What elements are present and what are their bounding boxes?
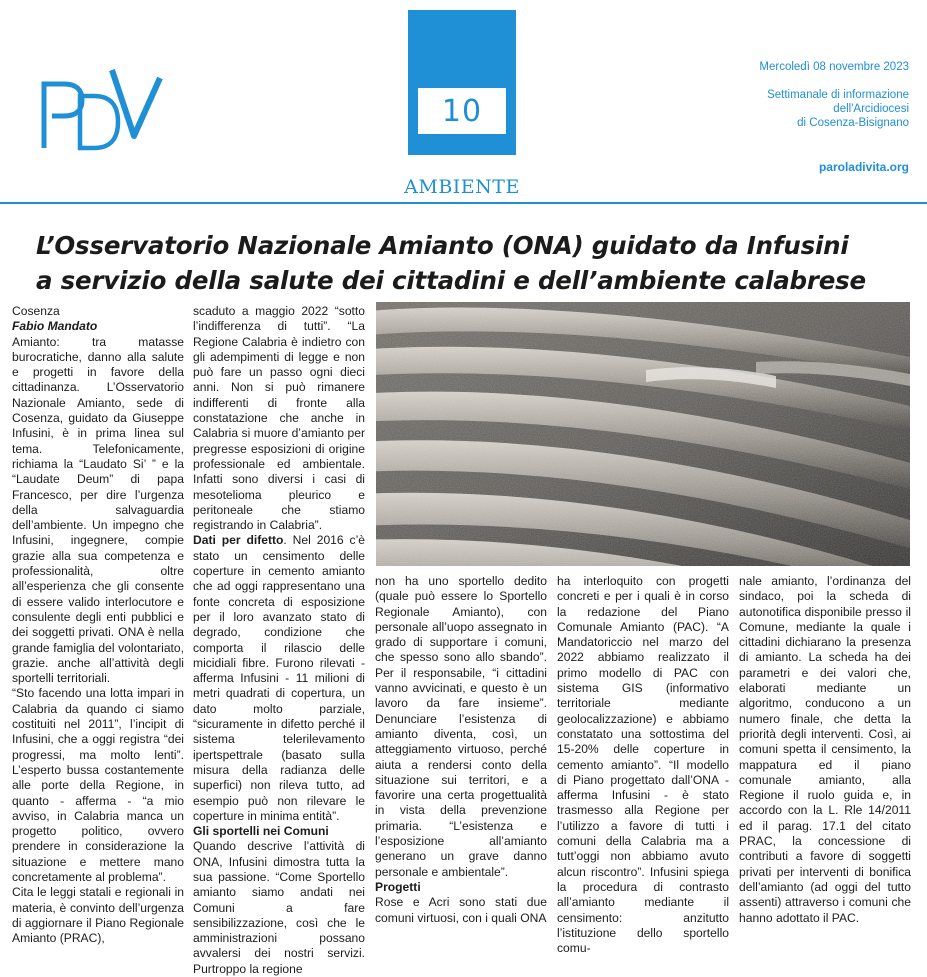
article-column-5	[739, 574, 911, 926]
tagline-line-3: di Cosenza-Bisignano	[797, 117, 909, 129]
pdv-logo	[34, 66, 164, 156]
article-column-4	[557, 574, 729, 956]
paragraph: Rose e Acri sono stati due comuni virtuosi, con i quali ONA	[375, 895, 547, 925]
paragraph: scaduto a maggio 2022 “sotto l’indifferenza di tutti”. “La Regione Calabria è indietro con gli adempimenti di legge e non può fare un passo ogni dieci anni. Non si può rimanere indifferenti di fronte alla constatazione che anche in Calabria si muore d’amianto per pregresse esposizioni di origine professionale ed ambientale. Infatti sono diversi i casi di mesotelioma pleurico e peritoneale che stiamo registrando in Calabria”.	[193, 304, 365, 533]
paragraph-text: . Nel 2016 c’è stato un censimento delle coperture in cemento amianto che ad oggi rappresentano una fonte concreta di esposizione per il loro avanzato stato di degrado, condizione che comporta il rilascio delle micidiali fibre. Furono rilevati - afferma Infusini - 11 milioni di metri quadrati di copertura, un dato molto parziale, “sicuramente in difetto perché il sistema telerilevamento ipertspettrale (basato sulla misura della radianza delle superfici) non rileva tutto, ad esempio può non rilevare le coperture in minima entità”.	[193, 533, 365, 823]
masthead-info	[759, 60, 909, 174]
paragraph: Amianto: tra matasse burocratiche, danno alla salute e progetti in favore della cittadinanza. L’Osservatorio Nazionale Amianto, sede di Cosenza, guidato da Giuseppe Infusini, è in prima linea sul tema. Telefonicamente, richiama la “Laudato Si’ ” e la “Laudate Deum” di papa Francesco, per dire l’urgenza della salvaguardia dell’ambiente. Un impegno che Infusini, ingegnere, compie grazie alla sua competenza e professionalità, oltre all’esperienza che gli consente di essere valido interlocutore e consulente degli enti pubblici e dei soggetti privati. ONA è nella grande famiglia del volontariato, grazie. anche all’attività degli sportelli territoriali.	[12, 334, 184, 686]
paragraph: nale amianto, l’ordinanza del sindaco, poi la scheda di autonotifica disponibile presso il Comune, mediante la quale i cittadini dichiarano la presenza di amianto. La scheda ha dei parametri e dei valori che, elaborati mediante un algoritmo, conducono a un numero finale, che detta la priorità degli interventi. Così, ai comuni spetta il censimento, la mappatura ed il piano comunale amianto, alla Regione il ruolo guida e, in accordo con la L. Rle 14/2011 ed il parag. 17.1 del citato PRAC, la concessione di contributi a favore di soggetti privati per interventi di bonifica dell’amianto (ad oggi del tutto assenti) attraverso i comuni che hanno adottato il PAC.	[739, 574, 911, 925]
subheading-progetti: Progetti	[375, 879, 421, 894]
article-headline	[36, 228, 916, 298]
tagline-line-2: dell'Arcidiocesi	[833, 103, 909, 115]
website-link[interactable]: paroladivita.org	[818, 160, 909, 174]
article-column-1	[12, 304, 184, 946]
subheading-dati-per-difetto: Dati per difetto	[193, 533, 284, 548]
subheading-sportelli: Gli sportelli nei Comuni	[193, 824, 329, 839]
section-label: AMBIENTE	[404, 176, 520, 198]
byline-author: Fabio Mandato	[12, 319, 98, 334]
headline-line-1: L’Osservatorio Nazionale Amianto (ONA) guidato da Infusini	[36, 231, 849, 260]
paragraph: ha interloquito con progetti concreti e per i quali è in corso la redazione del Piano Comunale Amianto (PAC). “A Mandatoriccio nel marzo del 2022 abbiamo realizzato il primo modello di PAC con sistema GIS (informativo territoriale mediante geolocalizzazione) e abbiamo constatato una sottostima del 15-20% delle coperture in cemento amianto”. “Il modello di Piano progettato dall’ONA - afferma Infusini - è stato trasmesso alla Regione per l’utilizzo a favore di tutti i comuni della Calabria ma a tutt’oggi non abbiamo avuto alcun riscontro”. Infusini spiega la procedura di contrasto all’amianto mediante il censimento: anzitutto l’istituzione dello sportello comu-	[557, 574, 729, 956]
article-column-3	[375, 574, 547, 926]
byline-location: Cosenza	[12, 304, 60, 318]
paragraph: “Sto facendo una lotta impari in Calabria da quando ci siamo costituiti nel 2011”, l’incipit di Infusini, che a oggi registra “dei progressi, ma molto lenti”. L’esperto bussa costantemente alle porte della Regione, in quanto - afferma - “a mio avviso, in Calabria manca un progetto politico, ovvero prendere in considerazione la situazione e mettere mano concretamente al problema”.	[12, 686, 184, 884]
paragraph: non ha uno sportello dedito (quale può essere lo Sportello Regionale Amianto), con personale all’uopo assegnato in grado di supportare i comuni, che spesso sono allo sbando”. Per il responsabile, “i cittadini vanno avvicinati, e questo è un lavoro da fare insieme”. Denunciare l’esistenza di amianto diventa, così, un atteggiamento virtuoso, perché aiuta a rendersi conto della situazione sui territori, e a favorire una certa progettualità in vista della prevenzione primaria. “L’esistenza e l’esposizione all’amianto generano un grave danno personale e ambientale”.	[375, 574, 547, 879]
headline-line-2: a servizio della salute dei cittadini e dell’ambiente calabrese	[36, 266, 866, 295]
paragraph: Cita le leggi statali e regionali in materia, è convinto dell’urgenza di aggiornare il Piano Regionale Amianto (PRAC),	[12, 885, 184, 946]
paragraph	[193, 533, 365, 824]
tagline-line-1: Settimanale di informazione	[767, 89, 909, 101]
paragraph: Quando descrive l’attività di ONA, Infusini dimostra tutta la sua passione. “Come Sportello amianto siamo andati nei Comuni a fare sensibilizzazione, così che le amministrazioni possano avvalersi dei nostri servizi. Purtroppo la regione	[193, 839, 365, 976]
article-column-2	[193, 304, 365, 977]
asbestos-roof-photo	[376, 302, 910, 566]
page-number: 10	[418, 88, 506, 134]
issue-date: Mercoledì 08 novembre 2023	[759, 61, 909, 73]
header-rule	[0, 202, 927, 204]
